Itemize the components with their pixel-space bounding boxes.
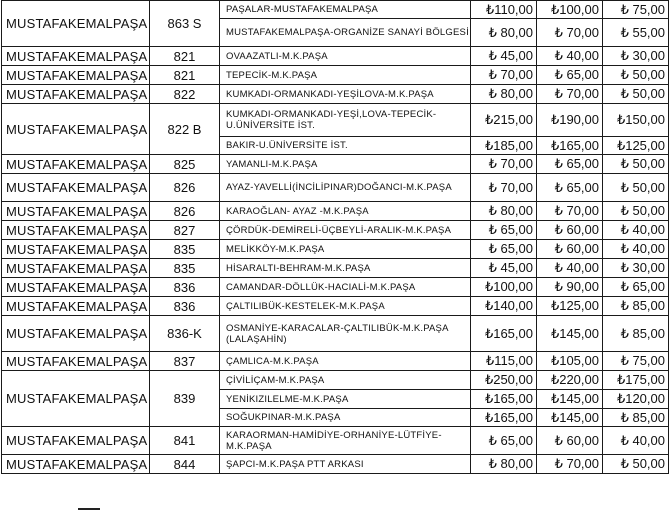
student-fare-cell: ₺145,00 — [537, 316, 603, 352]
line-code-cell: 835 — [150, 259, 220, 278]
full-fare-cell: ₺100,00 — [471, 278, 537, 297]
student-fare-cell: ₺ 70,00 — [537, 85, 603, 104]
student-fare-cell: ₺ 60,00 — [537, 240, 603, 259]
full-fare-cell: ₺165,00 — [471, 316, 537, 352]
district-cell: MUSTAFAKEMALPAŞA — [2, 47, 150, 66]
reduced-fare-cell: ₺ 40,00 — [603, 240, 669, 259]
full-fare-cell: ₺ 45,00 — [471, 259, 537, 278]
route-cell: ŞAPCI-M.K.PAŞA PTT ARKASI — [220, 455, 471, 474]
table-row — [2, 278, 669, 297]
district-cell: MUSTAFAKEMALPAŞA — [2, 240, 150, 259]
table-row — [2, 240, 669, 259]
full-fare-cell: ₺140,00 — [471, 297, 537, 316]
table-row — [2, 85, 669, 104]
line-code-cell: 841 — [150, 427, 220, 455]
district-cell: MUSTAFAKEMALPAŞA — [2, 297, 150, 316]
full-fare-cell: ₺215,00 — [471, 104, 537, 137]
route-cell: OVAAZATLI-M.K.PAŞA — [220, 47, 471, 66]
route-cell: ÇÖRDÜK-DEMİRELİ-ÜÇBEYLİ-ARALIK-M.K.PAŞA — [220, 221, 471, 240]
full-fare-cell: ₺ 45,00 — [471, 47, 537, 66]
reduced-fare-cell: ₺ 75,00 — [603, 352, 669, 371]
student-fare-cell: ₺ 70,00 — [537, 19, 603, 47]
district-cell: MUSTAFAKEMALPAŞA — [2, 1, 150, 47]
reduced-fare-cell: ₺ 55,00 — [603, 19, 669, 47]
district-cell: MUSTAFAKEMALPAŞA — [2, 202, 150, 221]
district-cell: MUSTAFAKEMALPAŞA — [2, 455, 150, 474]
full-fare-cell: ₺110,00 — [471, 1, 537, 19]
table-row — [2, 352, 669, 371]
reduced-fare-cell: ₺ 50,00 — [603, 85, 669, 104]
table-row — [2, 297, 669, 316]
district-cell: MUSTAFAKEMALPAŞA — [2, 155, 150, 174]
table-row — [2, 104, 669, 137]
full-fare-cell: ₺ 65,00 — [471, 427, 537, 455]
reduced-fare-cell: ₺175,00 — [603, 371, 669, 390]
district-cell: MUSTAFAKEMALPAŞA — [2, 174, 150, 202]
district-cell: MUSTAFAKEMALPAŞA — [2, 221, 150, 240]
line-code-cell: 839 — [150, 371, 220, 427]
full-fare-cell: ₺ 80,00 — [471, 455, 537, 474]
line-code-cell: 821 — [150, 66, 220, 85]
table-row — [2, 427, 669, 455]
district-cell: MUSTAFAKEMALPAŞA — [2, 316, 150, 352]
full-fare-cell: ₺185,00 — [471, 137, 537, 155]
student-fare-cell: ₺190,00 — [537, 104, 603, 137]
route-cell: KARAOĞLAN- AYAZ -M.K.PAŞA — [220, 202, 471, 221]
full-fare-cell: ₺ 80,00 — [471, 85, 537, 104]
student-fare-cell: ₺100,00 — [537, 1, 603, 19]
reduced-fare-cell: ₺ 50,00 — [603, 66, 669, 85]
district-cell: MUSTAFAKEMALPAŞA — [2, 66, 150, 85]
student-fare-cell: ₺220,00 — [537, 371, 603, 390]
full-fare-cell: ₺165,00 — [471, 390, 537, 409]
line-code-cell: 822 — [150, 85, 220, 104]
reduced-fare-cell: ₺ 50,00 — [603, 455, 669, 474]
district-cell: MUSTAFAKEMALPAŞA — [2, 259, 150, 278]
reduced-fare-cell: ₺ 50,00 — [603, 202, 669, 221]
full-fare-cell: ₺165,00 — [471, 409, 537, 427]
full-fare-cell: ₺ 65,00 — [471, 240, 537, 259]
fare-table-body — [2, 1, 669, 474]
table-row — [2, 155, 669, 174]
student-fare-cell: ₺145,00 — [537, 409, 603, 427]
route-cell: ÇALTILIBÜK-KESTELEK-M.K.PAŞA — [220, 297, 471, 316]
line-code-cell: 821 — [150, 47, 220, 66]
table-row — [2, 455, 669, 474]
route-cell: CAMANDAR-DÖLLÜK-HACIALİ-M.K.PAŞA — [220, 278, 471, 297]
reduced-fare-cell: ₺ 50,00 — [603, 155, 669, 174]
student-fare-cell: ₺ 65,00 — [537, 155, 603, 174]
district-cell: MUSTAFAKEMALPAŞA — [2, 352, 150, 371]
reduced-fare-cell: ₺ 75,00 — [603, 1, 669, 19]
district-cell: MUSTAFAKEMALPAŞA — [2, 85, 150, 104]
page-edge-mark — [78, 508, 100, 510]
route-cell: ÇİVİLİÇAM-M.K.PAŞA — [220, 371, 471, 390]
reduced-fare-cell: ₺ 85,00 — [603, 297, 669, 316]
reduced-fare-cell: ₺ 85,00 — [603, 409, 669, 427]
student-fare-cell: ₺165,00 — [537, 137, 603, 155]
full-fare-cell: ₺ 80,00 — [471, 19, 537, 47]
route-cell: ÇAMLICA-M.K.PAŞA — [220, 352, 471, 371]
reduced-fare-cell: ₺ 30,00 — [603, 259, 669, 278]
student-fare-cell: ₺ 40,00 — [537, 47, 603, 66]
reduced-fare-cell: ₺ 30,00 — [603, 47, 669, 66]
student-fare-cell: ₺ 90,00 — [537, 278, 603, 297]
line-code-cell: 835 — [150, 240, 220, 259]
student-fare-cell: ₺ 40,00 — [537, 259, 603, 278]
table-row — [2, 316, 669, 352]
table-row — [2, 371, 669, 390]
table-row — [2, 47, 669, 66]
route-cell: MUSTAFAKEMALPAŞA-ORGANİZE SANAYİ BÖLGESİ — [220, 19, 471, 47]
line-code-cell: 822 B — [150, 104, 220, 155]
route-cell: TEPECİK-M.K.PAŞA — [220, 66, 471, 85]
table-row — [2, 221, 669, 240]
route-cell: KUMKADI-ORMANKADI-YEŞİ,LOVA-TEPECİK-U.ÜNİVERSİTE İST. — [220, 104, 471, 137]
line-code-cell: 836 — [150, 278, 220, 297]
full-fare-cell: ₺ 65,00 — [471, 221, 537, 240]
line-code-cell: 863 S — [150, 1, 220, 47]
reduced-fare-cell: ₺150,00 — [603, 104, 669, 137]
student-fare-cell: ₺ 60,00 — [537, 427, 603, 455]
student-fare-cell: ₺125,00 — [537, 297, 603, 316]
reduced-fare-cell: ₺ 40,00 — [603, 221, 669, 240]
student-fare-cell: ₺ 65,00 — [537, 174, 603, 202]
line-code-cell: 826 — [150, 202, 220, 221]
district-cell: MUSTAFAKEMALPAŞA — [2, 104, 150, 155]
table-row — [2, 259, 669, 278]
student-fare-cell: ₺ 65,00 — [537, 66, 603, 85]
route-cell: KARAORMAN-HAMİDİYE-ORHANİYE-LÜTFİYE-M.K.PAŞA — [220, 427, 471, 455]
line-code-cell: 836 — [150, 297, 220, 316]
reduced-fare-cell: ₺ 65,00 — [603, 278, 669, 297]
student-fare-cell: ₺145,00 — [537, 390, 603, 409]
full-fare-cell: ₺ 70,00 — [471, 66, 537, 85]
full-fare-cell: ₺250,00 — [471, 371, 537, 390]
line-code-cell: 826 — [150, 174, 220, 202]
full-fare-cell: ₺ 70,00 — [471, 155, 537, 174]
route-cell: MELİKKÖY-M.K.PAŞA — [220, 240, 471, 259]
line-code-cell: 827 — [150, 221, 220, 240]
student-fare-cell: ₺105,00 — [537, 352, 603, 371]
table-row — [2, 66, 669, 85]
reduced-fare-cell: ₺ 85,00 — [603, 316, 669, 352]
route-cell: YENİKIZILELME-M.K.PAŞA — [220, 390, 471, 409]
student-fare-cell: ₺ 70,00 — [537, 455, 603, 474]
reduced-fare-cell: ₺ 50,00 — [603, 174, 669, 202]
student-fare-cell: ₺ 70,00 — [537, 202, 603, 221]
full-fare-cell: ₺ 70,00 — [471, 174, 537, 202]
district-cell: MUSTAFAKEMALPAŞA — [2, 278, 150, 297]
table-row — [2, 174, 669, 202]
full-fare-cell: ₺ 80,00 — [471, 202, 537, 221]
route-cell: KUMKADI-ORMANKADI-YEŞİLOVA-M.K.PAŞA — [220, 85, 471, 104]
route-cell: AYAZ-YAVELLİ(İNCİLİPINAR)DOĞANCI-M.K.PAŞA — [220, 174, 471, 202]
route-cell: PAŞALAR-MUSTAFAKEMALPAŞA — [220, 1, 471, 19]
district-cell: MUSTAFAKEMALPAŞA — [2, 371, 150, 427]
table-row — [2, 202, 669, 221]
full-fare-cell: ₺115,00 — [471, 352, 537, 371]
reduced-fare-cell: ₺125,00 — [603, 137, 669, 155]
line-code-cell: 836-K — [150, 316, 220, 352]
fare-table — [1, 0, 669, 474]
route-cell: SOĞUKPINAR-M.K.PAŞA — [220, 409, 471, 427]
student-fare-cell: ₺ 60,00 — [537, 221, 603, 240]
reduced-fare-cell: ₺ 40,00 — [603, 427, 669, 455]
route-cell: YAMANLI-M.K.PAŞA — [220, 155, 471, 174]
route-cell: OSMANİYE-KARACALAR-ÇALTILIBÜK-M.K.PAŞA (LALAŞAHİN) — [220, 316, 471, 352]
district-cell: MUSTAFAKEMALPAŞA — [2, 427, 150, 455]
line-code-cell: 844 — [150, 455, 220, 474]
line-code-cell: 837 — [150, 352, 220, 371]
reduced-fare-cell: ₺120,00 — [603, 390, 669, 409]
route-cell: HİSARALTI-BEHRAM-M.K.PAŞA — [220, 259, 471, 278]
line-code-cell: 825 — [150, 155, 220, 174]
route-cell: BAKIR-U.ÜNİVERSİTE İST. — [220, 137, 471, 155]
table-row — [2, 1, 669, 19]
